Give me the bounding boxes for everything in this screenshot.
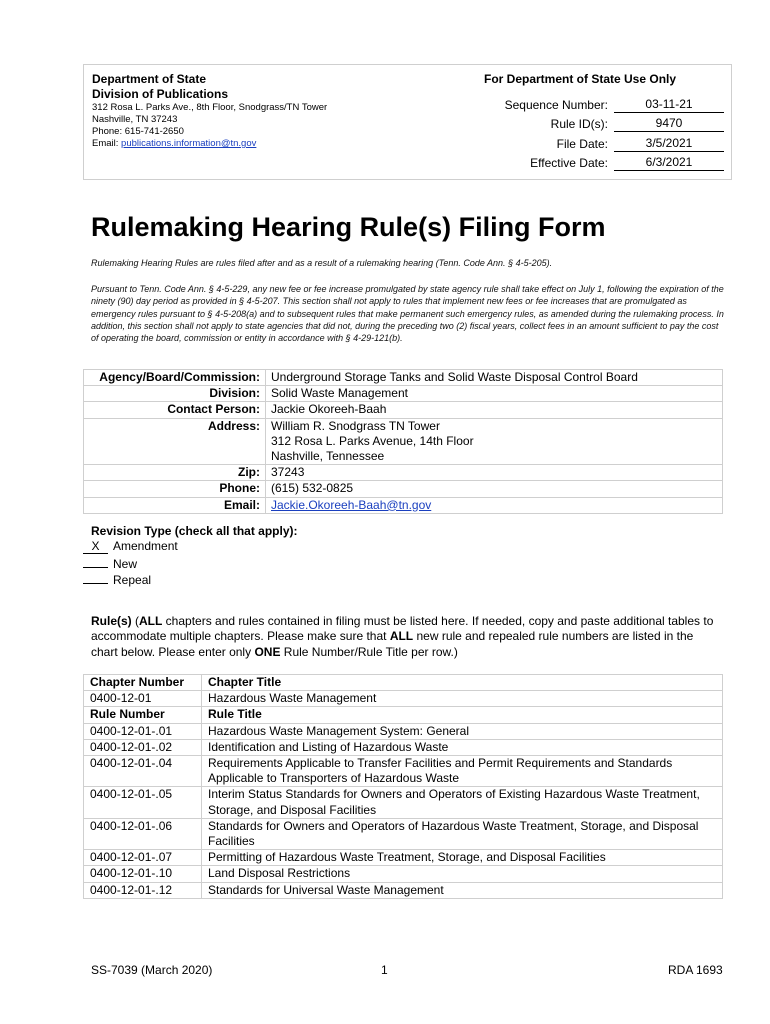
table-row — [84, 818, 723, 849]
rules-instr-bold-3: ALL — [389, 629, 414, 644]
file-date-value: 3/5/2021 — [614, 135, 724, 152]
department-address: 312 Rosa L. Parks Ave., 8th Floor, Snodgrass/TN Tower — [92, 102, 328, 113]
table-row — [84, 787, 723, 818]
contact-label: Contact Person: — [84, 402, 266, 418]
address-line-3: Nashville, Tennessee — [271, 449, 385, 464]
rule-title: Requirements Applicable to Transfer Facilities and Permit Requirements and Standards Applicable to Transporters of Hazardous Waste — [202, 756, 723, 787]
chapter-number-header: Chapter Number — [84, 675, 202, 691]
rule-title: Identification and Listing of Hazardous Waste — [202, 739, 723, 755]
revision-option-new[interactable] — [83, 554, 137, 569]
rule-title: Hazardous Waste Management System: General — [202, 723, 723, 739]
rule-number: 0400-12-01-.04 — [84, 756, 202, 787]
repeal-checkmark[interactable] — [83, 570, 108, 584]
table-row — [84, 756, 723, 787]
division-row — [84, 386, 723, 402]
effective-date-value: 6/3/2021 — [614, 154, 724, 171]
revision-option-amendment[interactable] — [83, 539, 178, 554]
footer-rda: RDA 1693 — [668, 963, 723, 977]
amendment-label: Amendment — [113, 539, 178, 553]
email-label-cell: Email: — [84, 497, 266, 513]
division-value: Solid Waste Management — [266, 386, 723, 402]
rules-table — [83, 674, 723, 899]
contact-email-link[interactable]: Jackie.Okoreeh-Baah@tn.gov — [271, 497, 432, 512]
agency-info-table — [83, 369, 723, 514]
rules-instructions — [91, 614, 721, 660]
rules-instr-text-1: ( — [131, 614, 140, 628]
table-row — [84, 866, 723, 882]
address-row — [84, 418, 723, 465]
file-date-label: File Date: — [556, 137, 608, 151]
chapter-row — [84, 691, 723, 707]
table-row — [84, 739, 723, 755]
rule-number: 0400-12-01-.01 — [84, 723, 202, 739]
rule-title: Standards for Owners and Operators of Hazardous Waste Treatment, Storage, and Disposal Facilities — [202, 818, 723, 849]
division-label: Division: — [84, 386, 266, 402]
new-label: New — [113, 557, 138, 571]
email-row — [84, 497, 723, 513]
contact-row — [84, 402, 723, 418]
rule-number: 0400-12-01-.02 — [84, 739, 202, 755]
agency-value: Underground Storage Tanks and Solid Waste Disposal Control Board — [266, 370, 723, 386]
address-label: Address: — [84, 418, 266, 465]
rule-title: Standards for Universal Waste Management — [202, 882, 723, 898]
revision-type-title: Revision Type (check all that apply): — [91, 524, 298, 538]
table-row — [84, 850, 723, 866]
chapter-header-row — [84, 675, 723, 691]
rules-instr-bold-4: ONE — [254, 644, 281, 659]
chapter-number: 0400-12-01 — [84, 691, 202, 707]
rule-number: 0400-12-01-.06 — [84, 818, 202, 849]
rules-instr-text-4: Rule Number/Rule Title per row.) — [280, 644, 458, 659]
rule-title: Land Disposal Restrictions — [202, 866, 723, 882]
rule-title-header: Rule Title — [202, 707, 723, 723]
rules-instr-bold-2: ALL — [139, 614, 163, 628]
intro-paragraph-2: Pursuant to Tenn. Code Ann. § 4-5-229, any new fee or fee increase promulgated by state agency rule shall take effect on July 1, following the expiration of the ninety (90) day period as provided in § 4-5-207. This section shall not apply to rules that implement new fees or fee increases that are promulgated as emergency rules pursuant to § 4-5-208(a) and to subsequent rules that make permanent such emergency rules, as amended during the rulemaking process. In addition, this section shall not apply to state agencies that did not, during the preceding two (2) fiscal years, collect fees in an amount sufficient to pay the cost of operating the board, commission or entity in accordance with § 4-29-121(b). — [91, 284, 724, 344]
form-title: Rulemaking Hearing Rule(s) Filing Form — [91, 212, 606, 242]
chapter-title-header: Chapter Title — [202, 675, 723, 691]
revision-option-repeal[interactable] — [83, 570, 151, 585]
rule-number: 0400-12-01-.07 — [84, 850, 202, 866]
rule-id-row — [404, 115, 724, 133]
sequence-number-value: 03-11-21 — [614, 96, 724, 113]
email-label: Email: — [92, 138, 122, 149]
rule-number: 0400-12-01-.10 — [84, 866, 202, 882]
sequence-number-row — [404, 96, 724, 114]
file-date-row — [404, 135, 724, 153]
zip-row — [84, 465, 723, 481]
rule-number: 0400-12-01-.05 — [84, 787, 202, 818]
effective-date-label: Effective Date: — [530, 156, 608, 170]
department-email-link[interactable]: publications.information@tn.gov — [121, 138, 257, 149]
phone-value: (615) 532-0825 — [266, 481, 723, 497]
rule-number-header: Rule Number — [84, 707, 202, 723]
rules-instr-text-2: chapters and rules contained in filing must be listed here. If needed, copy and paste additional tables to accommodate multiple chapters. Please make sure that — [91, 614, 714, 644]
agency-row — [84, 370, 723, 386]
department-block — [92, 72, 392, 150]
zip-value: 37243 — [266, 465, 723, 481]
header-box — [83, 64, 732, 180]
table-row — [84, 882, 723, 898]
department-email-line — [92, 138, 392, 150]
footer-page-number: 1 — [381, 963, 388, 977]
footer-form-id: SS-7039 (March 2020) — [91, 963, 213, 977]
rule-title: Permitting of Hazardous Waste Treatment, Storage, and Disposal Facilities — [202, 850, 723, 866]
phone-label: Phone: — [84, 481, 266, 497]
new-checkmark[interactable] — [83, 554, 108, 568]
rule-title: Interim Status Standards for Owners and Operators of Existing Hazardous Waste Treatment, Storage, and Disposal Facilities — [202, 787, 723, 818]
agency-label: Agency/Board/Commission: — [84, 370, 266, 386]
rule-number: 0400-12-01-.12 — [84, 882, 202, 898]
rule-id-value: 9470 — [614, 115, 724, 132]
contact-value: Jackie Okoreeh-Baah — [266, 402, 723, 418]
state-use-title: For Department of State Use Only — [484, 72, 677, 86]
effective-date-row — [404, 154, 724, 172]
address-value — [266, 418, 723, 465]
division-title: Division of Publications — [92, 87, 229, 101]
rule-id-label: Rule ID(s): — [550, 117, 608, 131]
amendment-checkmark[interactable]: X — [83, 540, 108, 554]
zip-label: Zip: — [84, 465, 266, 481]
rules-instr-text-3: new rule and repealed rule numbers are listed in the chart below. Please enter only — [91, 629, 694, 659]
intro-paragraph-1: Rulemaking Hearing Rules are rules filed after and as a result of a rulemaking hearing (Tenn. Code Ann. § 4-5-205). — [91, 258, 553, 268]
address-line-2: 312 Rosa L. Parks Avenue, 14th Floor — [271, 433, 474, 448]
department-city: Nashville, TN 37243 — [92, 114, 178, 125]
address-line-1: William R. Snodgrass TN Tower — [271, 418, 440, 433]
rule-header-row — [84, 707, 723, 723]
repeal-label: Repeal — [113, 573, 152, 587]
email-value-cell — [266, 497, 723, 513]
phone-row — [84, 481, 723, 497]
rules-instr-bold-1: Rule(s) — [91, 614, 132, 628]
sequence-number-label: Sequence Number: — [504, 98, 608, 112]
department-title: Department of State — [92, 72, 207, 86]
chapter-title: Hazardous Waste Management — [202, 691, 723, 707]
table-row — [84, 723, 723, 739]
department-phone: Phone: 615-741-2650 — [92, 126, 184, 137]
